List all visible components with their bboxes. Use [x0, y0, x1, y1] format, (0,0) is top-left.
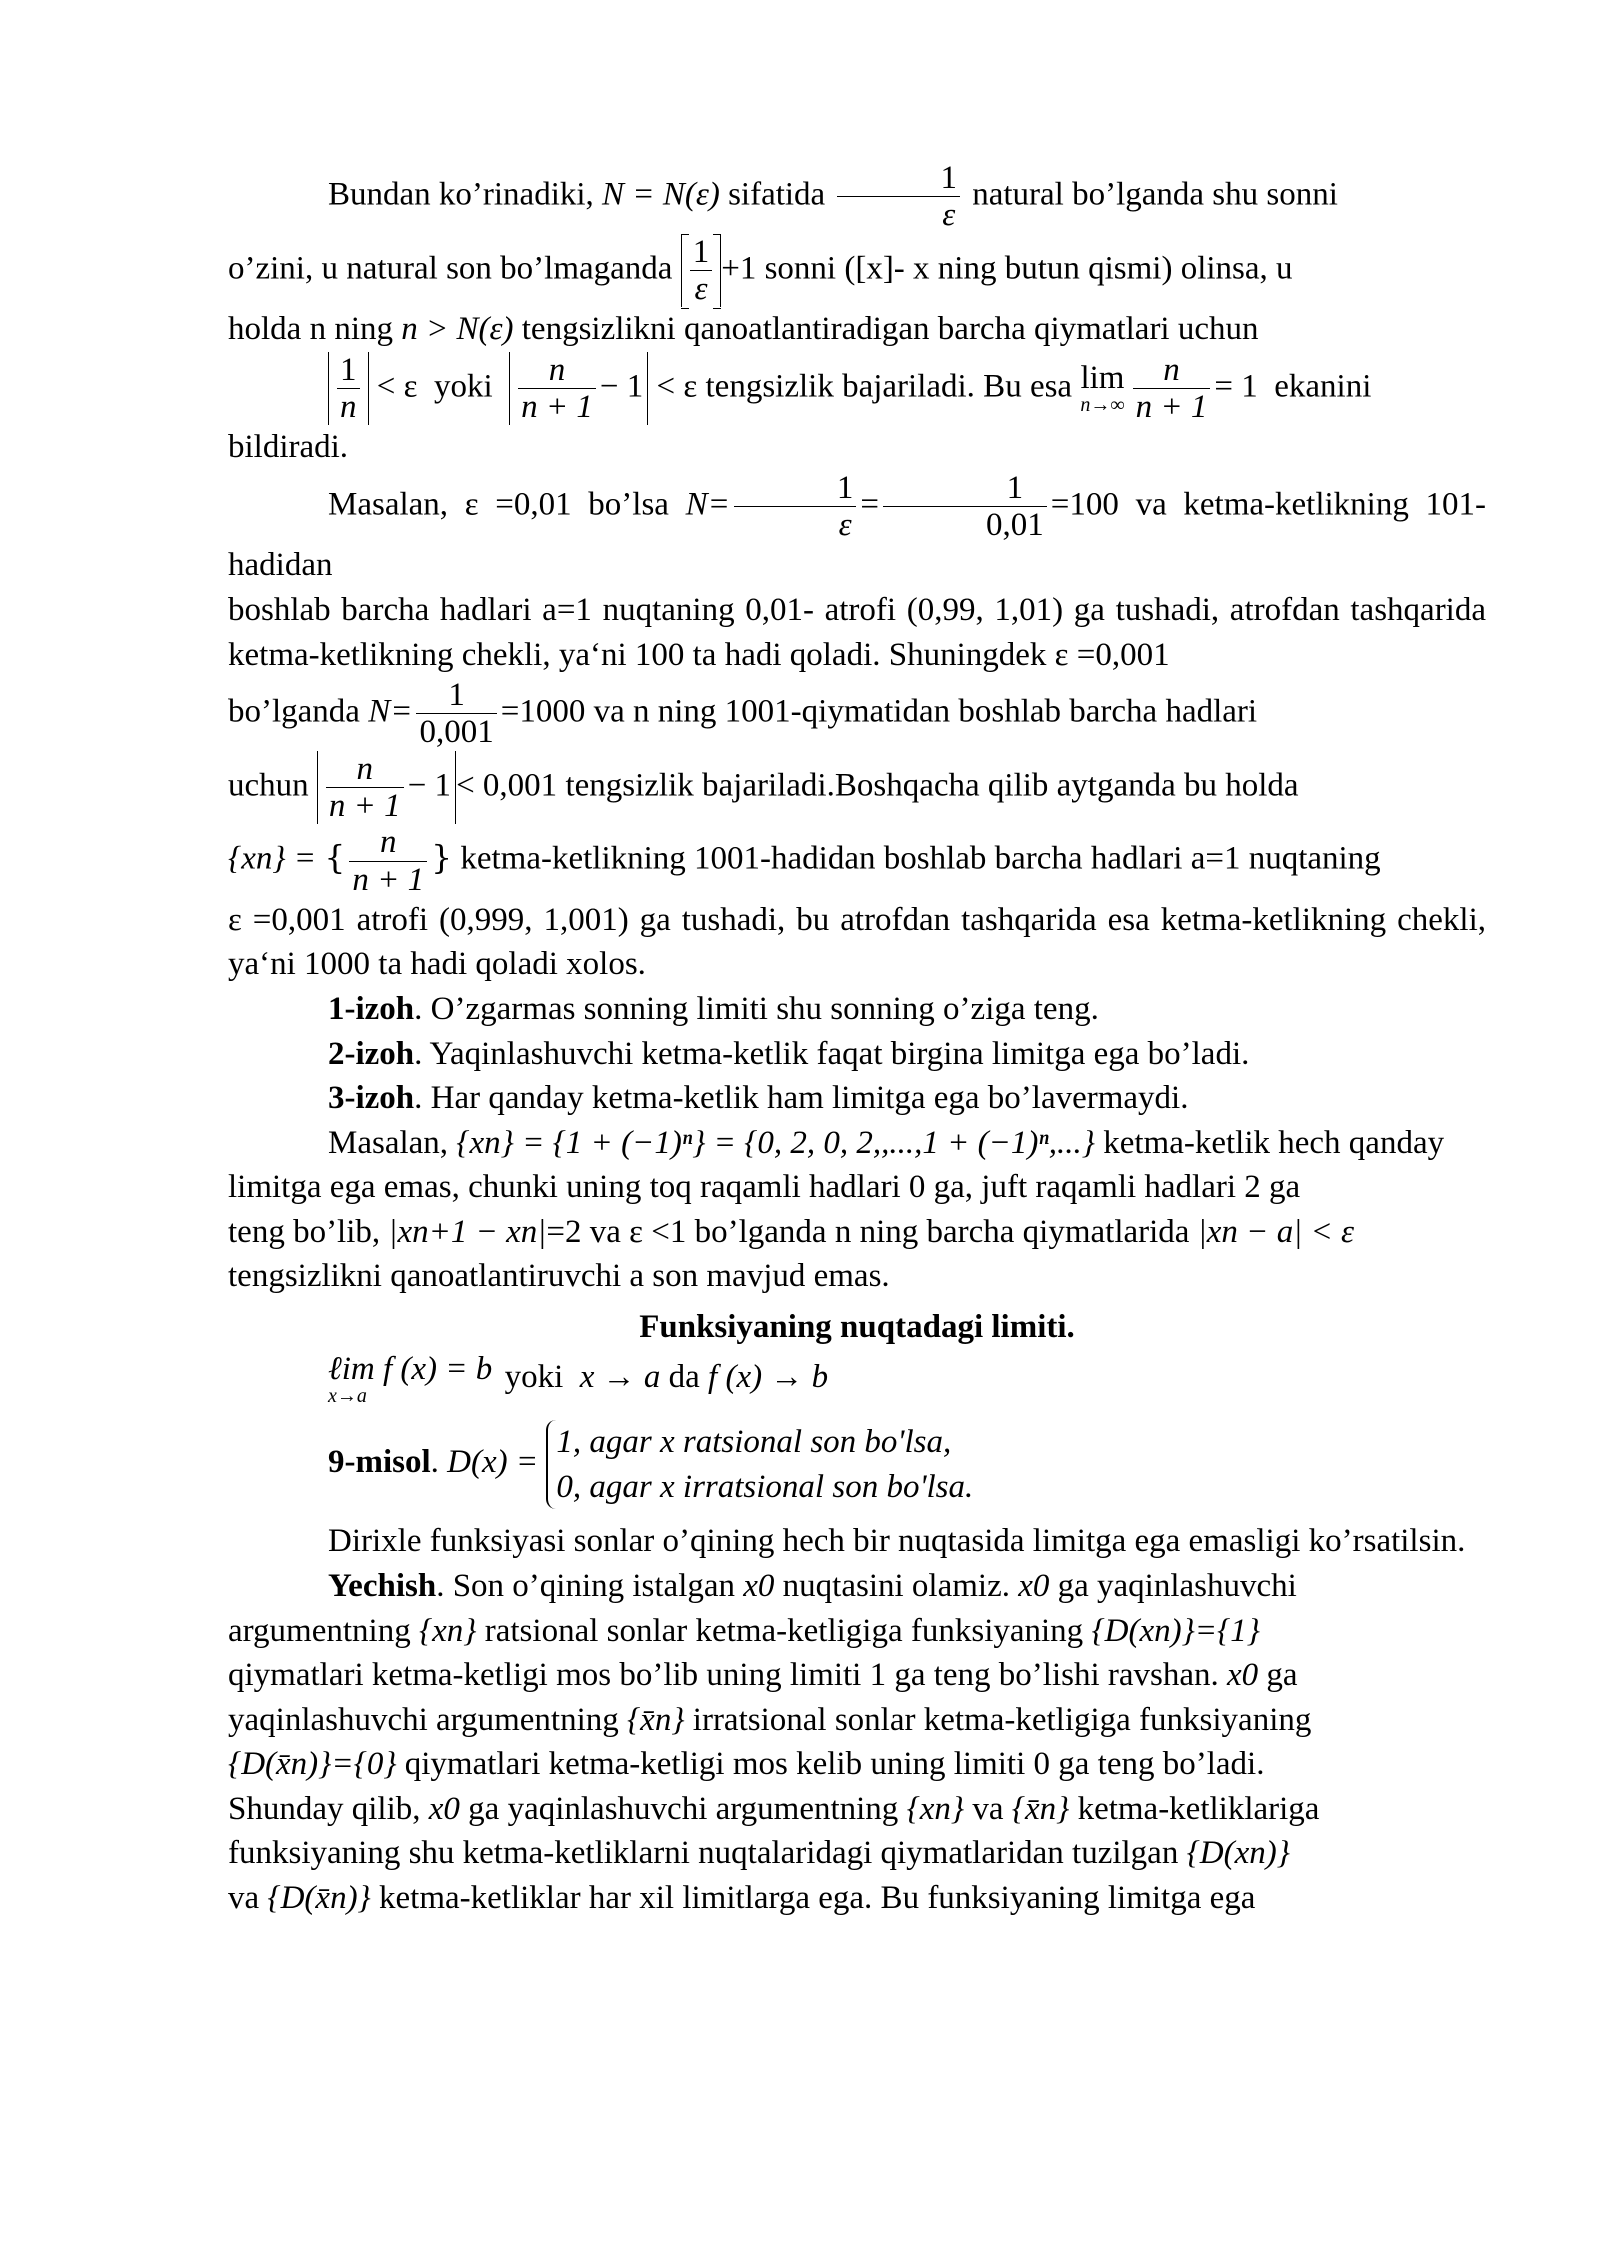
- abs-fraction: $\frac{n}{n + 1}$ − 1: [509, 352, 648, 426]
- paragraph-23: funksiyaning shu ketma-ketliklarni nuqtalaridagi qiymatlaridan tuzilgan {D(xn)}: [228, 1835, 1290, 1872]
- paragraph-9: uchun $\frac{n}{n + 1}$ − 1 < 0,001 tengsizlik bajariladi.Boshqacha qilib aytganda bu holda: [228, 750, 1299, 824]
- document-page: [228, 160, 1486, 1920]
- paragraph-14: teng bo’lib, |xn+1 − xn|=2 va ε <1 bo’lganda n ning barcha qiymatlarida |xn − a| < ε: [228, 1213, 1355, 1250]
- paragraph-16: Dirixle funksiyasi sonlar o’qining hech bir nuqtasida limitga ega emasligi ko’rsatilsin.: [328, 1523, 1466, 1560]
- paragraph-8: bo’lganda N= $\frac{1}{0,001}$ =1000 va n ning 1001-qiymatidan boshlab barcha hadlari: [228, 677, 1258, 751]
- paragraph-12: Masalan, {xn} = {1 + (−1)ⁿ} = {0, 2, 0, 2,,...,1 + (−1)ⁿ,...} ketma-ketlik hech qanday: [328, 1124, 1445, 1161]
- abs-fraction: $\frac{n}{n + 1}$ − 1: [317, 751, 456, 825]
- paragraph-1: Bundan ko’rinadiki, N = N(ε) sifatida $\frac{1}{\varepsilon}$ natural bo’lganda shu sonni: [328, 160, 1338, 234]
- paragraph-2: o’zini, u natural son bo’lmaganda $\frac{1}{\varepsilon}$ +1 sonni ([x]- x ning butun qismi) olinsa, u: [228, 233, 1293, 307]
- paragraph-19: qiymatlari ketma-ketligi mos bo’lib uning limiti 1 ga teng bo’lishi ravshan. x0 ga: [228, 1657, 1298, 1694]
- example-9: 9-misol. D(x) = 1, agar x ratsional son bo'lsa, 0, agar x irratsional son bo'lsa.: [228, 1420, 1486, 1509]
- paragraph-7: boshlab barcha hadlari a=1 nuqtaning 0,01- atrofi (0,99, 1,01) ga tushadi, atrofdan tashqarida ketma-ketlikning chekli, ya‘ni 100 ta hadi qoladi. Shuningdek ε =0,001: [228, 592, 1486, 673]
- izoh-1: 1-izoh. O’zgarmas sonning limiti shu sonning o’ziga teng.: [328, 990, 1099, 1027]
- izoh-2: 2-izoh. Yaqinlashuvchi ketma-ketlik faqat birgina limitga ega bo’ladi.: [328, 1035, 1250, 1072]
- limit: lim n→∞: [1080, 360, 1125, 417]
- paragraph-3: holda n ning n > N(ε) tengsizlikni qanoatlantiradigan barcha qiymatlari uchun: [228, 311, 1259, 348]
- paragraph-13: limitga ega emas, chunki uning toq raqamli hadlari 0 ga, juft raqamli hadlari 2 ga: [228, 1169, 1301, 1206]
- izoh-3: 3-izoh. Har qanday ketma-ketlik ham limitga ega bo’lavermaydi.: [328, 1080, 1189, 1117]
- paragraph-5: bildiradi.: [228, 429, 349, 466]
- paragraph-6: Masalan, ε =0,01 bo’lsa N= $\frac{1}{\varepsilon}$ = $\frac{1}{0,01}$ =100 va ketma-ketlikning 101-hadidan: [228, 469, 1486, 584]
- fraction: $\frac{1}{\varepsilon}$: [837, 160, 960, 234]
- paragraph-20: yaqinlashuvchi argumentning {x̄n} irratsional sonlar ketma-ketligiga funksiyaning: [228, 1701, 1312, 1738]
- limit-definition: ℓim f (x) = b x→a yoki x → a da f (x) → b: [328, 1351, 829, 1408]
- math-N: N = N(ε): [602, 176, 720, 213]
- section-title: Funksiyaning nuqtadagi limiti.: [639, 1308, 1075, 1345]
- paragraph-24: va {D(x̄n)} ketma-ketliklar har xil limitlarga ega. Bu funksiyaning limitga ega: [228, 1879, 1256, 1916]
- paragraph-11: ε =0,001 atrofi (0,999, 1,001) ga tushadi, bu atrofdan tashqarida esa ketma-ketlikning chekli, ya‘ni 1000 ta hadi qoladi xolos.: [228, 901, 1486, 983]
- paragraph-4: $\frac{1}{n}$ < ε yoki $\frac{n}{n + 1}$ − 1 < ε tengsizlik bajariladi. Bu esa lim n→∞ $\frac{n}{n + 1}$ = 1 ekanini: [228, 352, 1486, 426]
- paragraph-17: Yechish. Son o’qining istalgan x0 nuqtasini olamiz. x0 ga yaqinlashuvchi: [328, 1568, 1297, 1604]
- paragraph-22: Shunday qilib, x0 ga yaqinlashuvchi argumentning {xn} va {x̄n} ketma-ketliklariga: [228, 1790, 1320, 1827]
- paragraph-10: {xn} = { $\frac{n}{n + 1}$ } ketma-ketlikning 1001-hadidan boshlab barcha hadlari a=1 nuqtaning: [228, 824, 1381, 898]
- paragraph-15: tengsizlikni qanoatlantiruvchi a son mavjud emas.: [228, 1258, 890, 1295]
- paragraph-18: argumentning {xn} ratsional sonlar ketma-ketligiga funksiyaning {D(xn)}={1}: [228, 1612, 1260, 1649]
- piecewise-definition: 1, agar x ratsional son bo'lsa, 0, agar x irratsional son bo'lsa.: [546, 1420, 973, 1509]
- paragraph-21: {D(x̄n)}={0} qiymatlari ketma-ketligi mos kelib uning limiti 0 ga teng bo’ladi.: [228, 1746, 1265, 1783]
- floor-bracket: $\frac{1}{\varepsilon}$: [681, 234, 722, 308]
- abs-fraction: $\frac{1}{n}$: [328, 352, 369, 426]
